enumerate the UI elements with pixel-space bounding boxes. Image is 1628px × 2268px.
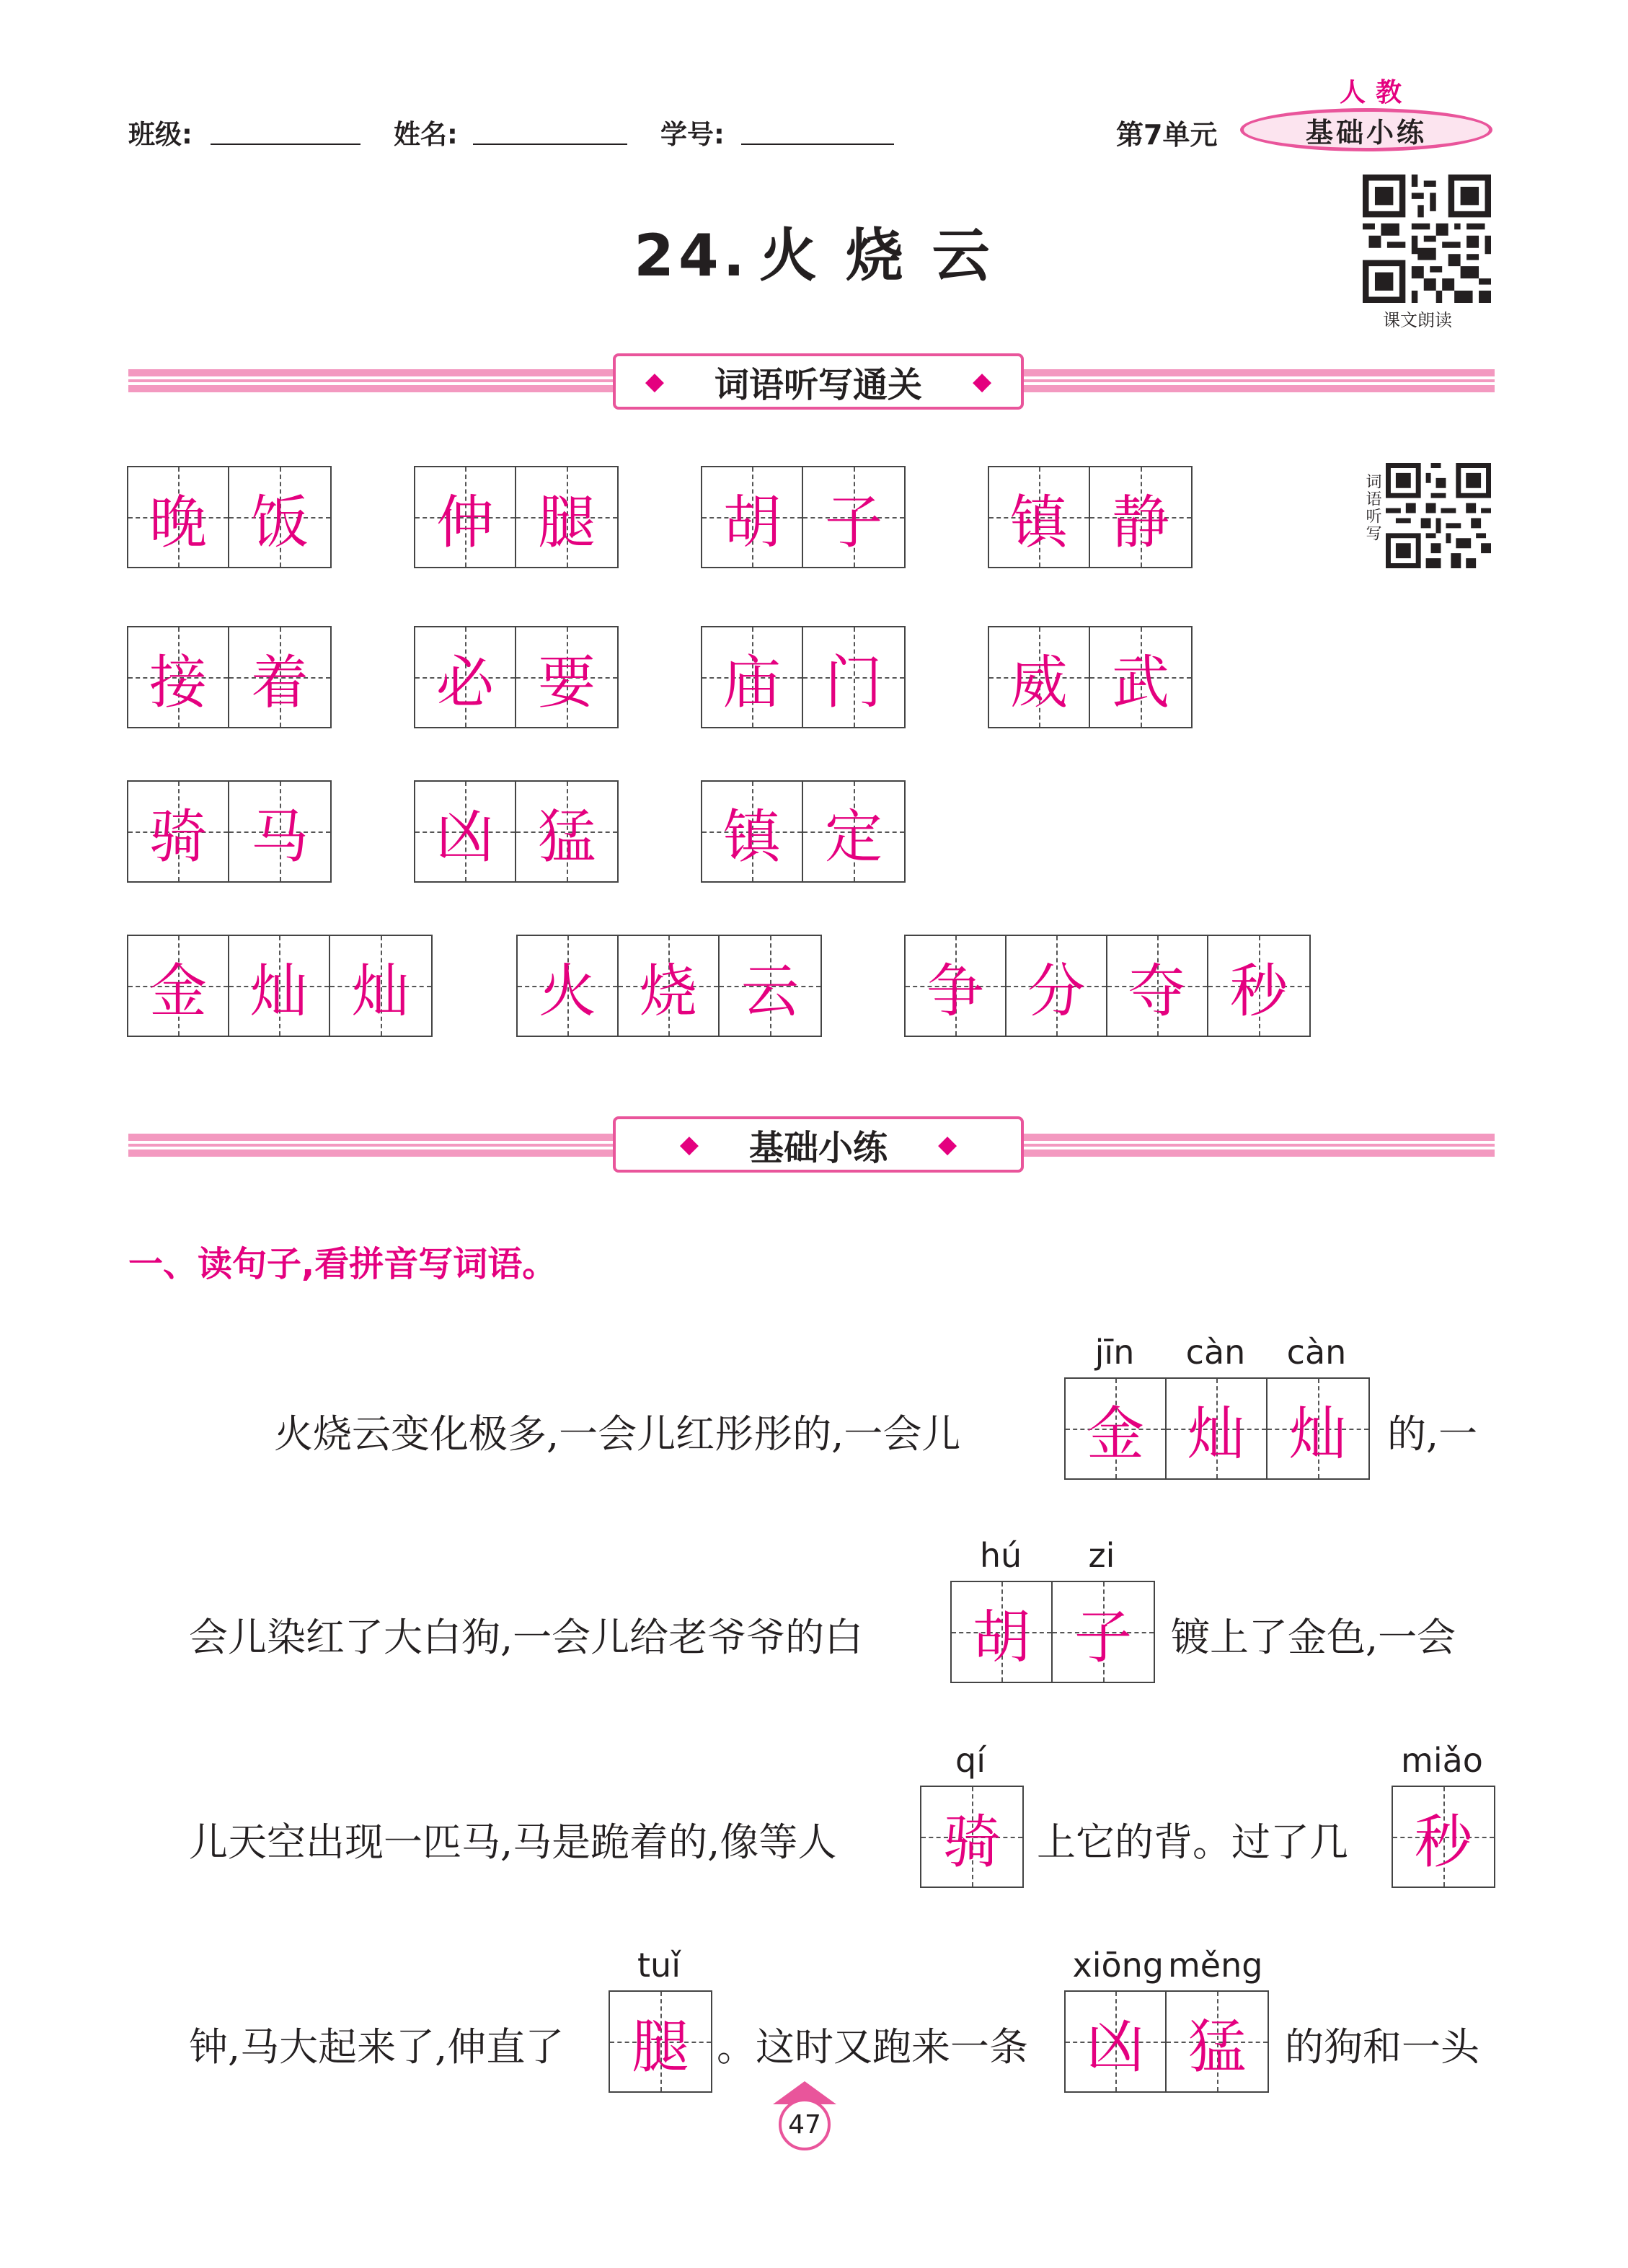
grid-cell[interactable]: [989, 627, 1090, 727]
grid-character: 镇: [723, 803, 781, 870]
name-blank[interactable]: [473, 144, 627, 145]
grid-character: 猛: [538, 803, 596, 870]
grid-character: 晚: [149, 488, 207, 556]
word-grid[interactable]: [516, 935, 822, 1037]
grid-character: 接: [149, 648, 207, 716]
sentence-line-2-end: 镀上了金色,一会: [1171, 1615, 1456, 1660]
grid-character: 争: [926, 957, 984, 1025]
grid-cell[interactable]: [989, 467, 1090, 567]
class-blank[interactable]: [211, 144, 360, 145]
name-label: 姓名:: [394, 119, 458, 150]
class-label: 班级:: [128, 119, 193, 150]
sentence-line-2: 会儿染红了大白狗,一会儿给老爷爷的白: [189, 1615, 864, 1660]
grid-character: 灿: [1187, 1400, 1245, 1468]
publisher-label: 人教: [1340, 78, 1412, 107]
grid-cell[interactable]: [415, 627, 516, 727]
grid-character: 镇: [1010, 488, 1068, 556]
grid-cell[interactable]: [1090, 467, 1191, 567]
pinyin: tuǐ: [637, 1946, 681, 1985]
grid-character: 金: [1087, 1400, 1144, 1468]
grid-character: 灿: [1289, 1400, 1347, 1468]
answer-grid[interactable]: [609, 1990, 712, 2093]
grid-character: 庙: [723, 648, 781, 716]
grid-cell[interactable]: [803, 467, 904, 567]
sentence-line-4-middle: 。这时又跑来一条: [717, 2024, 1028, 2070]
sentence-line-1: 火烧云变化极多,一会儿红彤彤的,一会儿: [274, 1411, 961, 1457]
word-grid[interactable]: [988, 626, 1193, 728]
grid-character: 骑: [943, 1808, 1001, 1876]
page-number: 47: [779, 2099, 831, 2150]
grid-cell[interactable]: [702, 782, 803, 881]
diamond-icon: ◆: [679, 1130, 699, 1159]
sentence-line-4: 钟,马大起来了,伸直了: [189, 2024, 565, 2070]
grid-character: 凶: [436, 803, 494, 870]
answer-grid[interactable]: [1392, 1786, 1495, 1888]
grid-cell[interactable]: [415, 467, 516, 567]
grid-character: 凶: [1087, 2013, 1144, 2081]
student-number-label: 学号:: [660, 119, 725, 150]
grid-cell[interactable]: [803, 782, 904, 881]
grid-cell[interactable]: [720, 936, 820, 1036]
grid-cell[interactable]: [229, 936, 330, 1036]
answer-grid[interactable]: [920, 1786, 1024, 1888]
grid-cell[interactable]: [1268, 1379, 1368, 1478]
grid-character: 火: [539, 957, 596, 1025]
pinyin: hú: [979, 1536, 1022, 1575]
grid-cell[interactable]: [1090, 627, 1191, 727]
diamond-icon: ◆: [973, 367, 992, 396]
grid-cell[interactable]: [229, 467, 330, 567]
grid-character: 烧: [640, 957, 697, 1025]
pinyin: qí: [955, 1741, 986, 1780]
pinyin: xiōng: [1072, 1946, 1164, 1985]
grid-cell[interactable]: [516, 627, 617, 727]
grid-character: 子: [825, 488, 882, 556]
word-grid[interactable]: [127, 626, 332, 728]
grid-character: 着: [251, 648, 309, 716]
grid-cell[interactable]: [229, 782, 330, 881]
grid-cell[interactable]: [128, 467, 229, 567]
section-heading-dictation: [613, 353, 1024, 410]
word-grid[interactable]: [414, 466, 619, 568]
series-name: 基础小练: [1305, 116, 1427, 149]
grid-character: 子: [1074, 1603, 1132, 1671]
word-grid[interactable]: [127, 466, 332, 568]
grid-character: 腿: [632, 2013, 689, 2081]
grid-cell[interactable]: [952, 1582, 1053, 1682]
grid-character: 胡: [973, 1603, 1030, 1671]
grid-cell[interactable]: [619, 936, 720, 1036]
grid-cell[interactable]: [1066, 1379, 1167, 1478]
student-number-blank[interactable]: [741, 144, 894, 145]
grid-cell[interactable]: [1167, 1379, 1268, 1478]
grid-cell[interactable]: [906, 936, 1007, 1036]
grid-character: 夺: [1128, 957, 1186, 1025]
sentence-line-4-end: 的狗和一头: [1285, 2024, 1479, 2070]
unit-label: 第7单元: [1116, 119, 1218, 151]
grid-character: 胡: [723, 488, 781, 556]
grid-character: 饭: [251, 488, 309, 556]
pinyin: jīn: [1094, 1333, 1135, 1372]
lesson-title: 火 烧 云: [759, 222, 994, 289]
grid-character: 伸: [436, 488, 494, 556]
grid-character: 秒: [1230, 957, 1288, 1025]
grid-character: 武: [1112, 648, 1169, 716]
word-grid[interactable]: [701, 466, 906, 568]
sentence-line-3: 儿天空出现一匹马,马是跪着的,像等人: [189, 1819, 837, 1865]
pinyin: càn: [1185, 1333, 1246, 1372]
grid-character: 门: [825, 648, 882, 716]
grid-character: 秒: [1415, 1808, 1472, 1876]
qr-code-reading-icon[interactable]: [1363, 175, 1491, 303]
word-grid[interactable]: [988, 466, 1193, 568]
word-grid[interactable]: [904, 935, 1311, 1037]
grid-cell[interactable]: [1053, 1582, 1154, 1682]
sentence-line-3-middle: 上它的背。过了几: [1037, 1819, 1348, 1865]
grid-character: 猛: [1188, 2013, 1246, 2081]
grid-character: 必: [436, 648, 494, 716]
sentence-line-1-end: 的,一: [1387, 1411, 1478, 1457]
word-grid[interactable]: [701, 780, 906, 883]
grid-cell[interactable]: [921, 1787, 1022, 1887]
answer-grid[interactable]: [950, 1581, 1155, 1683]
word-grid[interactable]: [414, 626, 619, 728]
grid-character: 灿: [352, 957, 410, 1025]
word-grid[interactable]: [701, 626, 906, 728]
grid-character: 腿: [538, 488, 596, 556]
grid-cell[interactable]: [516, 467, 617, 567]
grid-cell[interactable]: [128, 936, 229, 1036]
grid-cell[interactable]: [1167, 1992, 1268, 2091]
grid-character: 骑: [149, 803, 207, 870]
grid-cell[interactable]: [330, 936, 431, 1036]
grid-cell[interactable]: [702, 627, 803, 727]
section-heading-practice: [613, 1116, 1024, 1173]
grid-character: 云: [741, 957, 799, 1025]
grid-cell[interactable]: [702, 467, 803, 567]
grid-cell[interactable]: [516, 782, 617, 881]
grid-character: 威: [1010, 648, 1068, 716]
lesson-number: 24.: [634, 222, 749, 289]
pinyin: zi: [1088, 1536, 1115, 1575]
qr-dictation-caption: 词语听写: [1363, 473, 1381, 542]
grid-cell[interactable]: [128, 627, 229, 727]
series-badge: [1240, 108, 1492, 151]
grid-character: 分: [1027, 957, 1085, 1025]
qr-code-dictation-icon[interactable]: [1386, 463, 1491, 568]
grid-cell[interactable]: [610, 1992, 711, 2091]
question-heading: 一、读句子,看拼音写词语。: [128, 1244, 557, 1284]
grid-character: 马: [251, 803, 309, 870]
grid-cell[interactable]: [803, 627, 904, 727]
word-grid[interactable]: [127, 935, 433, 1037]
grid-cell[interactable]: [1007, 936, 1107, 1036]
pinyin: měng: [1168, 1946, 1263, 1985]
grid-character: 灿: [250, 957, 308, 1025]
grid-cell[interactable]: [1107, 936, 1208, 1036]
grid-cell[interactable]: [1393, 1787, 1494, 1887]
grid-cell[interactable]: [1208, 936, 1309, 1036]
section-title-dictation: 词语听写通关: [714, 364, 922, 405]
grid-cell[interactable]: [415, 782, 516, 881]
diamond-icon: ◆: [645, 367, 664, 396]
answer-grid[interactable]: [1064, 1377, 1370, 1480]
section-title-practice: 基础小练: [748, 1127, 888, 1168]
word-grid[interactable]: [127, 780, 332, 883]
pinyin: miǎo: [1401, 1741, 1483, 1780]
word-grid[interactable]: [414, 780, 619, 883]
grid-cell[interactable]: [518, 936, 619, 1036]
grid-cell[interactable]: [229, 627, 330, 727]
qr-reading-caption: 课文朗读: [1383, 310, 1452, 330]
answer-grid[interactable]: [1064, 1990, 1269, 2093]
grid-cell[interactable]: [1066, 1992, 1167, 2091]
grid-character: 静: [1112, 488, 1169, 556]
pinyin: càn: [1286, 1333, 1347, 1372]
grid-character: 要: [538, 648, 596, 716]
grid-character: 定: [825, 803, 882, 870]
grid-character: 金: [149, 957, 207, 1025]
grid-cell[interactable]: [128, 782, 229, 881]
diamond-icon: ◆: [938, 1130, 957, 1159]
